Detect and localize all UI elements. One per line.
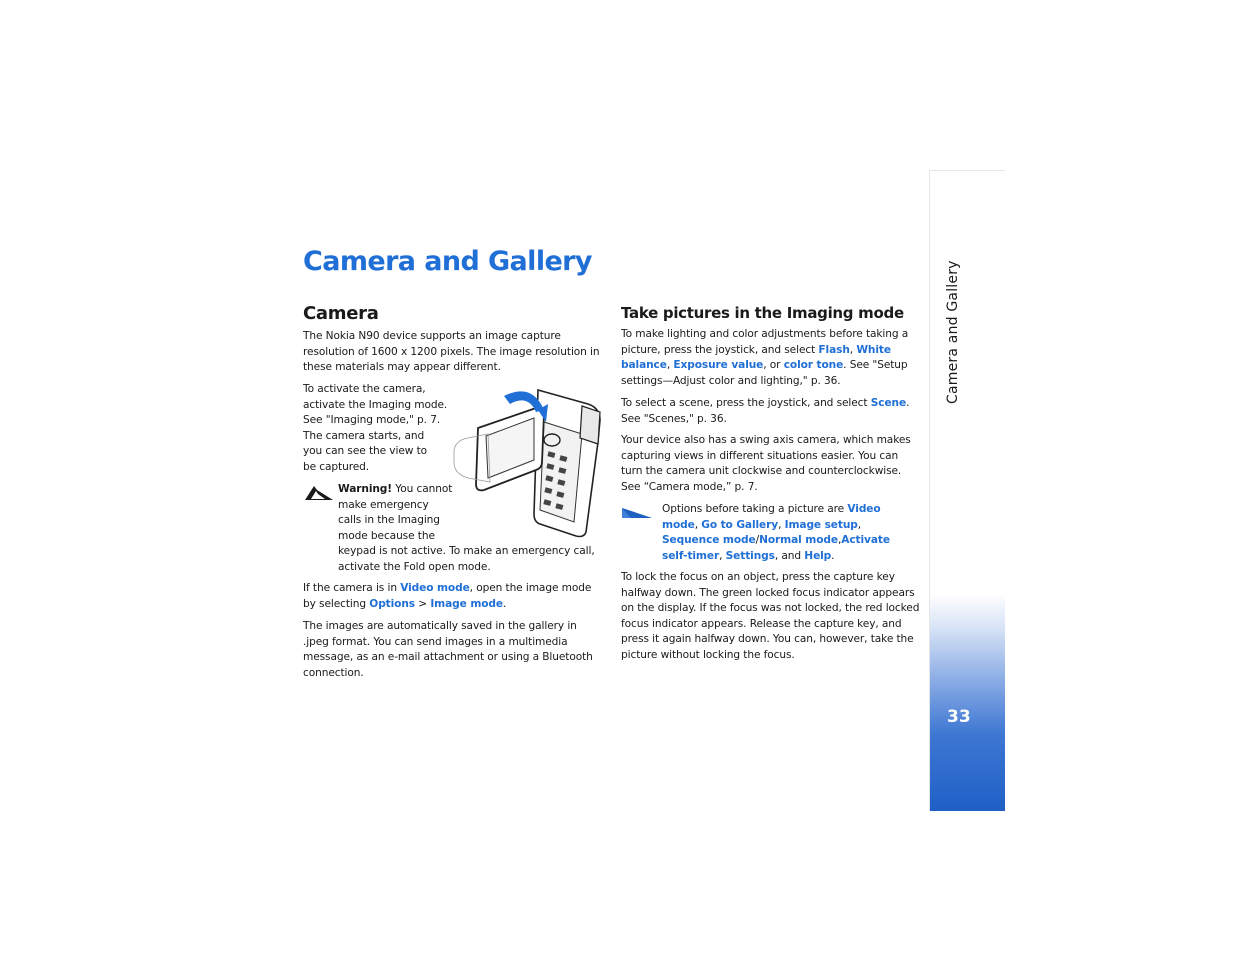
color-tone-link[interactable]: color tone: [783, 359, 844, 372]
tip-icon: [621, 507, 653, 519]
adjust-paragraph: [621, 327, 916, 389]
text: ,: [719, 549, 726, 562]
saved-images-paragraph: The images are automatically saved in the gallery in .jpeg format. You can send images in a multimedia message, as an e-mail attachment or using a Bluetooth connection.: [303, 620, 593, 679]
activate-line: you can see the view to: [303, 445, 428, 458]
text: ,: [666, 359, 674, 372]
scene-link[interactable]: Scene: [870, 397, 907, 409]
activate-self-timer-link[interactable]: Activate self-timer: [662, 534, 890, 562]
flash-link[interactable]: Flash: [818, 343, 850, 356]
text: Options before taking a picture are: [662, 503, 848, 515]
text: /: [755, 534, 760, 547]
warning-first-line: [338, 482, 608, 498]
settings-link[interactable]: Settings: [725, 549, 775, 562]
warning-label: Warning!: [338, 483, 393, 495]
video-mode-paragraph: [303, 581, 605, 612]
swing-axis-paragraph: Your device also has a swing axis camera, which makes capturing views in different situations easier. You can turn the camera unit clockwise and counterclockwise. See “Camera mode,” p. 7.: [621, 434, 911, 493]
warning-line: calls in the Imaging: [338, 514, 440, 527]
activate-line: be captured.: [303, 460, 370, 473]
text: .: [831, 549, 835, 562]
text: . See "Scenes," p. 36.: [621, 397, 910, 425]
warning-line: mode because the: [338, 529, 435, 542]
text: , or: [763, 359, 784, 372]
text: To select a scene, press the joystick, and select: [621, 397, 871, 409]
text: If the camera is in: [303, 582, 401, 594]
activate-paragraph: [303, 382, 453, 476]
text: , and: [774, 549, 805, 562]
text: . See "Setup settings—Adjust color and lighting," p. 36.: [621, 359, 908, 387]
options-link[interactable]: Options: [369, 597, 416, 610]
white-balance-link[interactable]: White balance: [621, 343, 891, 372]
text: ,: [837, 534, 842, 547]
chapter-title: Camera and Gallery: [303, 246, 592, 277]
text: To make lighting and color adjustments before taking a picture, press the joystick, and select: [621, 328, 909, 356]
activate-line: activate the Imaging mode.: [303, 398, 448, 411]
text: ,: [694, 518, 702, 531]
section-heading-take-pictures: Take pictures in the Imaging mode: [621, 304, 904, 322]
warning-line: make emergency: [338, 498, 429, 511]
image-mode-link[interactable]: Image mode: [430, 597, 503, 610]
video-mode-link[interactable]: Video mode: [662, 503, 881, 531]
warning-tail: keypad is not active. To make an emergency call, activate the Fold open mode.: [338, 545, 595, 573]
text: ,: [857, 518, 862, 531]
activate-line: See "Imaging mode," p. 7.: [303, 414, 441, 427]
video-mode-link[interactable]: Video mode: [400, 582, 470, 594]
section-heading-camera: Camera: [303, 303, 379, 324]
warning-text: You cannot: [392, 483, 453, 495]
options-tip-paragraph: [662, 502, 917, 564]
text: ,: [849, 343, 857, 356]
text: ,: [778, 518, 785, 531]
activate-line: To activate the camera,: [303, 383, 426, 395]
text: , open the image mode by selecting: [303, 582, 592, 610]
page-number: 33: [947, 707, 971, 727]
activate-line: The camera starts, and: [303, 429, 425, 442]
exposure-value-link[interactable]: Exposure value: [673, 359, 764, 372]
warning-icon: [303, 484, 335, 502]
sequence-mode-link[interactable]: Sequence mode: [662, 534, 756, 547]
image-setup-link[interactable]: Image setup: [784, 518, 858, 531]
go-to-gallery-link[interactable]: Go to Gallery: [701, 518, 779, 531]
lock-focus-paragraph: To lock the focus on an object, press the capture key halfway down. The green locked focus indicator appears on the display. If the focus was not locked, the red locked focus indicator appears. Release the capture key, and press it again halfway down. You can, however, take the picture without locking the focus.: [621, 571, 920, 661]
text: .: [503, 597, 507, 610]
intro-paragraph: The Nokia N90 device supports an image capture resolution of 1600 x 1200 pixels. The image resolution in these materials may appear different.: [303, 330, 600, 374]
text: >: [415, 597, 431, 610]
normal-mode-link[interactable]: Normal mode: [759, 534, 838, 547]
warning-block: [338, 482, 608, 576]
side-tab-label: Camera and Gallery: [945, 260, 961, 404]
scene-paragraph: [621, 396, 916, 427]
help-link[interactable]: Help: [804, 549, 832, 562]
